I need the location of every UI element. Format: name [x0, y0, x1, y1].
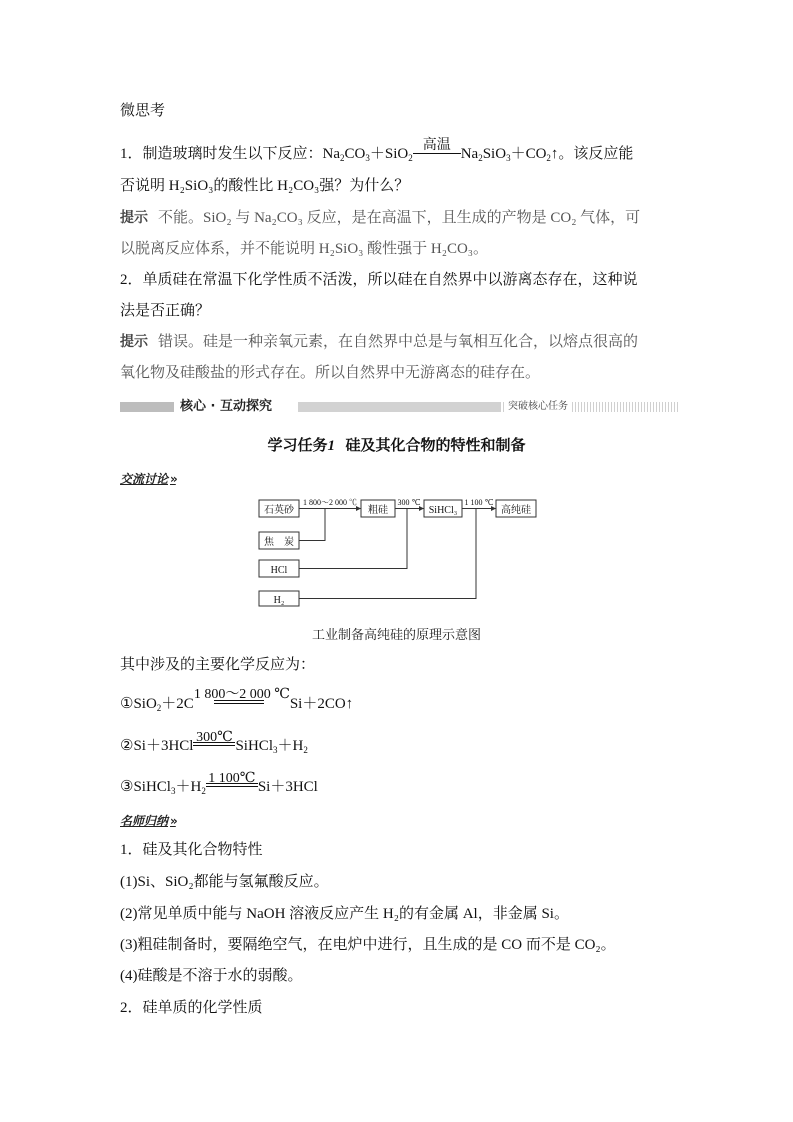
summary-label: 名师归纳 » [120, 814, 176, 828]
summary-item: (3)粗硅制备时，要隔绝空气，在电炉中进行，且生成的是 CO 而不是 CO₂。 [120, 937, 616, 953]
condition-label: 1 100 ℃ [464, 498, 494, 507]
summary-item: (1)Si、SiO₂都能与氢氟酸反应。 [120, 874, 329, 890]
question-1-line-1: 1．制造玻璃时发生以下反应：$Na_2CO_3+SiO_2$ 高温 $Na_2SiO_3+CO_2↑$。该反应能 [120, 138, 634, 163]
summary-heading-1: 1．硅及其化合物特性 [120, 842, 263, 858]
reaction-2: ②Si＋3HCl 300℃ $SiHCl_3+H_2$ [120, 730, 308, 755]
reaction-condition: 300℃ [193, 736, 235, 756]
reaction-1: ①SiO$_2$＋2C 1 800～2 000 ℃ Si＋2CO↑ [120, 687, 354, 713]
banner-tag: 突破核心任务 [505, 399, 571, 415]
question-2-line-1: 2．单质硅在常温下化学性质不活泼，所以硅在自然界中以游离态存在，这种说 [120, 272, 638, 288]
reaction-condition-high-temp: 高温 [413, 144, 461, 164]
box-label: 高纯硅 [501, 505, 531, 516]
answer-1-line-2: 以脱离反应体系，并不能说明 H₂SiO₃ 酸性强于 H₂CO₃。 [120, 241, 489, 257]
condition-label: 300 ℃ [397, 498, 421, 507]
box-label: 焦 炭 [264, 537, 294, 548]
banner-bar [298, 402, 500, 412]
box-label: SiHCl₃ [428, 505, 458, 516]
hint-label: 提示 [120, 334, 148, 350]
answer-1-line-1: 提示 不能。SiO₂ 与 Na₂CO₃ 反应，是在高温下，且生成的产物是 CO₂ 气体，可 [120, 210, 641, 226]
banner-title: 核心 · 互动探究 [180, 399, 272, 414]
question-2-line-2: 法是否正确？ [120, 303, 211, 319]
section-banner [120, 398, 678, 416]
question-1-number: 1． [120, 146, 143, 162]
answer-2-line-1: 提示 错误。硅是一种亲氧元素，在自然界中总是与氧相互化合，以熔点很高的 [120, 334, 639, 350]
banner-bar [120, 402, 174, 412]
process-diagram [255, 494, 545, 610]
summary-heading-2: 2．硅单质的化学性质 [120, 1000, 263, 1016]
condition-label: 1 800～2 000 ℃ [303, 498, 357, 507]
reactions-intro: 其中涉及的主要化学反应为： [120, 657, 316, 673]
box-label: 石英砂 [264, 505, 294, 516]
box-label: HCl [270, 565, 288, 576]
box-label: 粗硅 [368, 505, 388, 516]
task-heading: 学习任务1 硅及其化合物的特性和制备 [267, 436, 526, 454]
reaction-condition: 1 100℃ [206, 777, 258, 797]
section-title: 微思考 [120, 101, 166, 119]
summary-item: (4)硅酸是不溶于水的弱酸。 [120, 968, 303, 984]
reaction-3: $③SiHCl_3+H_2$ 1 100℃ Si＋3HCl [120, 771, 318, 796]
reaction-condition: 1 800～2 000 ℃ [193, 687, 290, 702]
discussion-label: 交流讨论 » [120, 472, 176, 486]
answer-2-line-2: 氧化物及硅酸盐的形式存在。所以自然界中无游离态的硅存在。 [120, 365, 541, 381]
question-1-line-2: 否说明 H₂SiO₃的酸性比 H₂CO₃强？为什么？ [120, 178, 410, 194]
summary-item: (2)常见单质中能与 NaOH 溶液反应产生 H₂的有金属 Al，非金属 Si。 [120, 906, 569, 922]
question-1-text: 制造玻璃时发生以下反应： [142, 146, 323, 162]
hint-label: 提示 [120, 210, 148, 226]
box-label: H₂ [273, 595, 285, 606]
diagram-caption: 工业制备高纯硅的原理示意图 [311, 628, 481, 643]
